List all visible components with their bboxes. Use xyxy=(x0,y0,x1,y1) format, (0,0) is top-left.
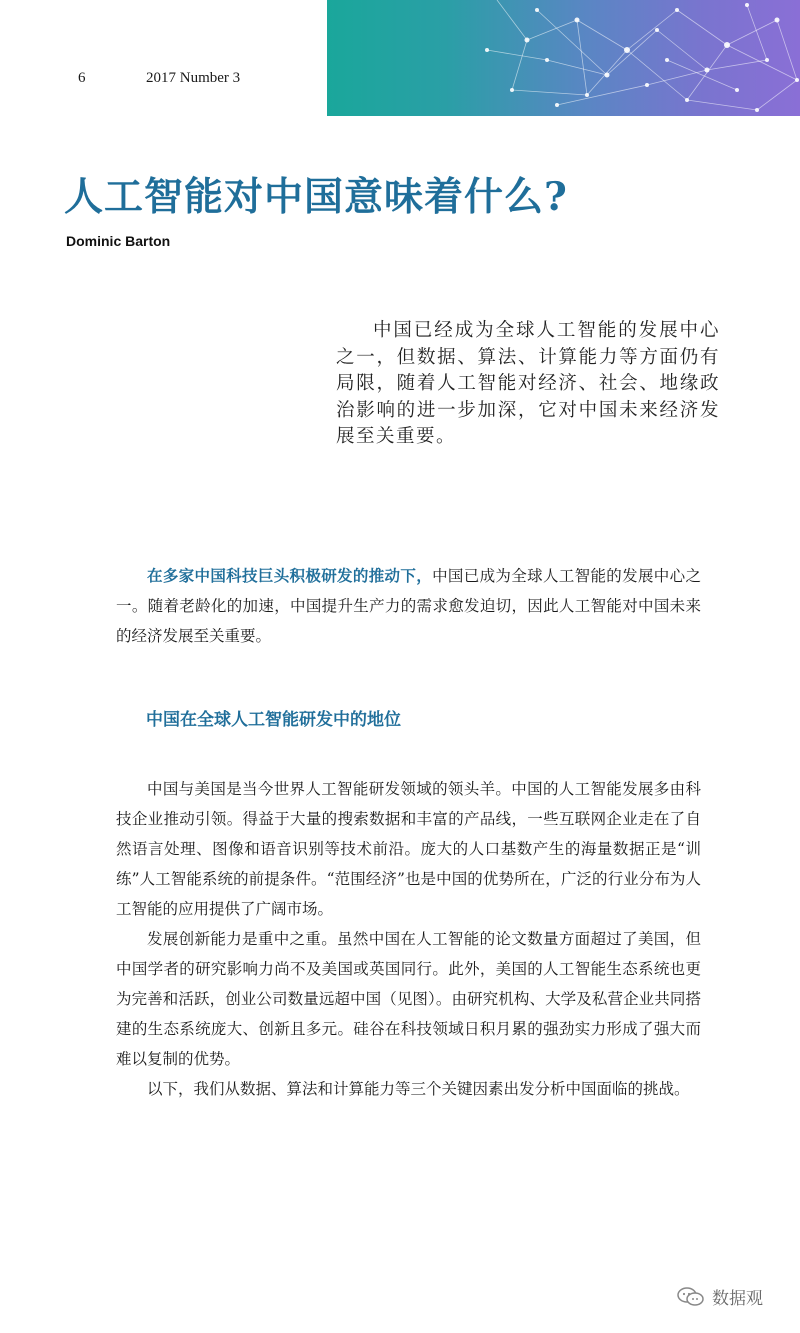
watermark xyxy=(676,1284,763,1309)
intro-paragraph xyxy=(116,561,701,651)
intro-rest: 中国已成为全球人工智能的发展中心之一。随着老龄化的加速，中国提升生产力的需求愈发迫切，因此人工智能对中国未来的经济发展至关重要。 xyxy=(116,567,701,645)
article-title: 人工智能对中国意味着什么? xyxy=(64,174,568,220)
body-paragraph: 中国与美国是当今世界人工智能研发领域的领头羊。中国的人工智能发展多由科技企业推动引领。得益于大量的搜索数据和丰富的产品线，一些互联网企业走在了自然语言处理、图像和语音识别等技术前沿。庞大的人口基数产生的海量数据正是“训练”人工智能系统的前提条件。“范围经济”也是中国的优势所在，广泛的行业分布为人工智能的应用提供了广阔市场。 xyxy=(116,780,701,918)
article-body xyxy=(116,774,701,1104)
intro-lead: 在多家中国科技巨头积极研发的推动下， xyxy=(147,567,433,585)
article-author: Dominic Barton xyxy=(66,233,171,249)
body-paragraph: 以下，我们从数据、算法和计算能力等三个关键因素出发分析中国面临的挑战。 xyxy=(147,1080,690,1098)
issue-label: 2017 Number 3 xyxy=(146,70,241,86)
body-paragraph: 发展创新能力是重中之重。虽然中国在人工智能的论文数量方面超过了美国，但中国学者的研究影响力尚不及美国或英国同行。此外，美国的人工智能生态系统也更为完善和活跃，创业公司数量远超中国（见图）。由研究机构、大学及私营企业共同搭建的生态系统庞大、创新且多元。硅谷在科技领域日积月累的强劲实力形成了强大而难以复制的优势。 xyxy=(116,930,701,1068)
page-number: 6 xyxy=(78,70,86,86)
watermark-text: 数据观 xyxy=(712,1289,763,1309)
wechat-icon xyxy=(676,1286,706,1308)
section-heading: 中国在全球人工智能研发中的地位 xyxy=(146,710,401,730)
article-abstract: 中国已经成为全球人工智能的发展中心之一，但数据、算法、计算能力等方面仍有局限，随着人工智能对经济、社会、地缘政治影响的进一步加深，它对中国未来经济发展至关重要。 xyxy=(336,320,720,447)
header-banner-image xyxy=(327,0,800,116)
network-pattern xyxy=(327,0,800,116)
